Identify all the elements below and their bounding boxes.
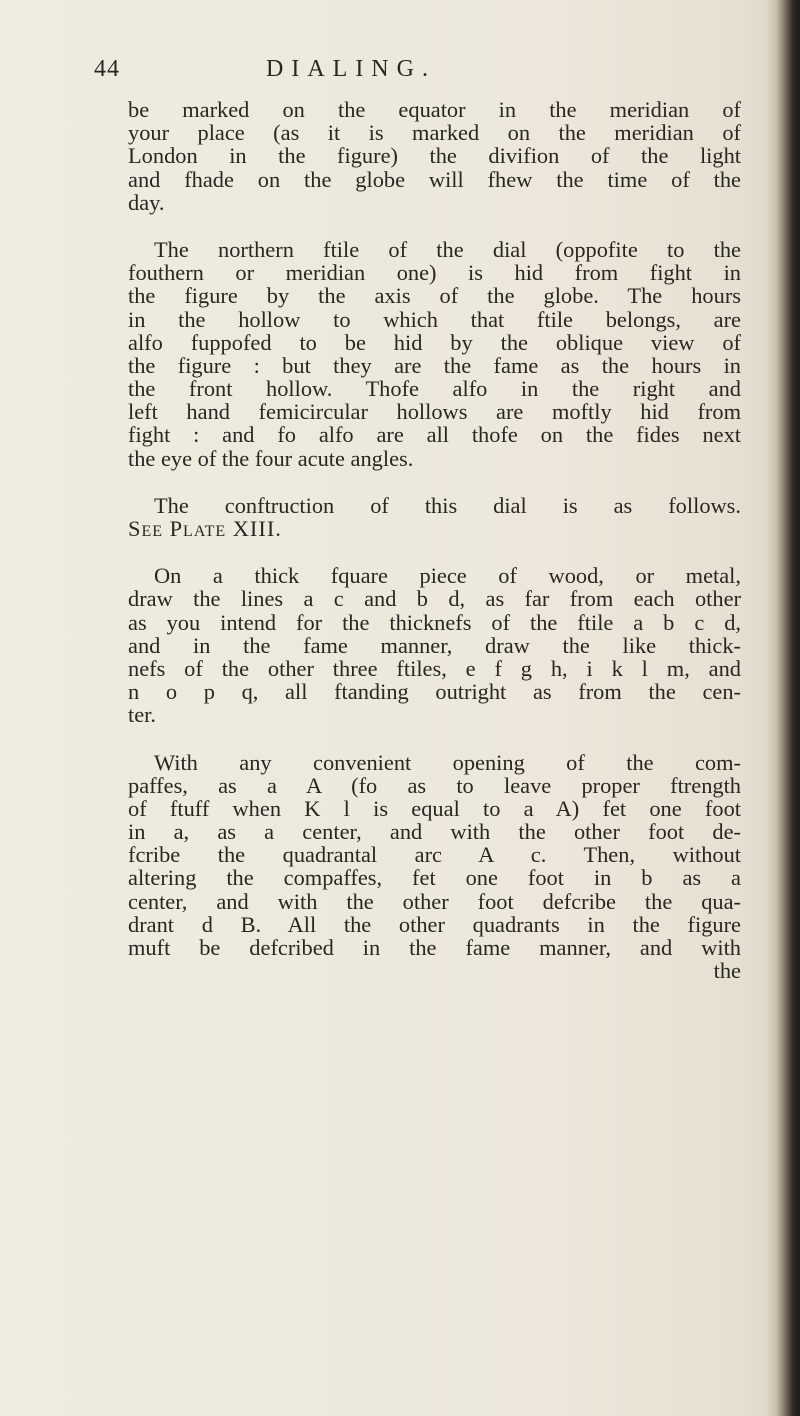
text-line: be marked on the equator in the meridian of: [128, 97, 741, 122]
text-line: muft be defcribed in the fame manner, and with: [128, 935, 741, 960]
paragraph-5: [128, 751, 741, 983]
catchword: the: [713, 958, 741, 984]
text-line: as you intend for the thicknefs of the ftile a b c d,: [128, 609, 741, 635]
page-binding-edge: [766, 0, 800, 1416]
text-line: fouthern or meridian one) is hid from fight in: [128, 260, 741, 286]
body-text: [128, 98, 741, 1006]
text-line: The conftruction of this dial is as follows.: [154, 492, 741, 518]
text-line: ter.: [128, 702, 156, 728]
text-line: the eye of the four acute angles.: [128, 445, 414, 471]
text-line: paffes, as a A (fo as to leave proper ftrength: [128, 772, 741, 798]
text-line: left hand femicircular hollows are moftly hid from: [128, 399, 741, 425]
text-line: in the hollow to which that ftile belongs, are: [128, 306, 741, 332]
text-line: alfo fuppofed to be hid by the oblique view of: [128, 329, 741, 355]
text-line: drant d B. All the other quadrants in the figure: [128, 911, 741, 937]
text-line: in a, as a center, and with the other foot de-: [128, 819, 741, 845]
running-head: DIALING.: [266, 56, 436, 82]
plate-reference: See Plate XIII.: [128, 516, 282, 541]
text-line: of ftuff when K l is equal to a A) fet one foot: [128, 795, 741, 821]
text-line: the figure by the axis of the globe. The hours: [128, 283, 741, 309]
text-line: your place (as it is marked on the meridian of: [128, 120, 741, 146]
paragraph-3: [128, 494, 741, 540]
page-number: 44: [94, 56, 120, 82]
text-line: nefs of the other three ftiles, e f g h, i k l m, and: [128, 655, 741, 681]
text-line: center, and with the other foot defcribe the qua-: [128, 888, 741, 914]
text-line: With any convenient opening of the com-: [154, 749, 741, 775]
text-line: and in the fame manner, draw the like thick-: [128, 632, 741, 658]
text-line: The northern ftile of the dial (oppofite to the: [154, 236, 741, 262]
paragraph-2: [128, 238, 741, 470]
paragraph-4: [128, 564, 741, 726]
text-line: n o p q, all ftanding outright as from the cen-: [128, 679, 741, 705]
text-line: the front hollow. Thofe alfo in the right and: [128, 376, 741, 402]
text-line: fight : and fo alfo are all thofe on the fides next: [128, 422, 741, 448]
text-line: London in the figure) the divifion of the light: [128, 143, 741, 169]
page-header: [0, 56, 800, 96]
paragraph-1: [128, 98, 741, 214]
text-line: the figure : but they are the fame as the hours in: [128, 352, 741, 378]
text-line: and fhade on the globe will fhew the time of the: [128, 166, 741, 192]
text-line: altering the compaffes, fet one foot in b as a: [128, 865, 741, 891]
text-line: day.: [128, 189, 165, 215]
text-line: On a thick fquare piece of wood, or metal,: [154, 563, 741, 589]
text-line: fcribe the quadrantal arc A c. Then, without: [128, 842, 741, 868]
text-line: draw the lines a c and b d, as far from each other: [128, 586, 741, 612]
